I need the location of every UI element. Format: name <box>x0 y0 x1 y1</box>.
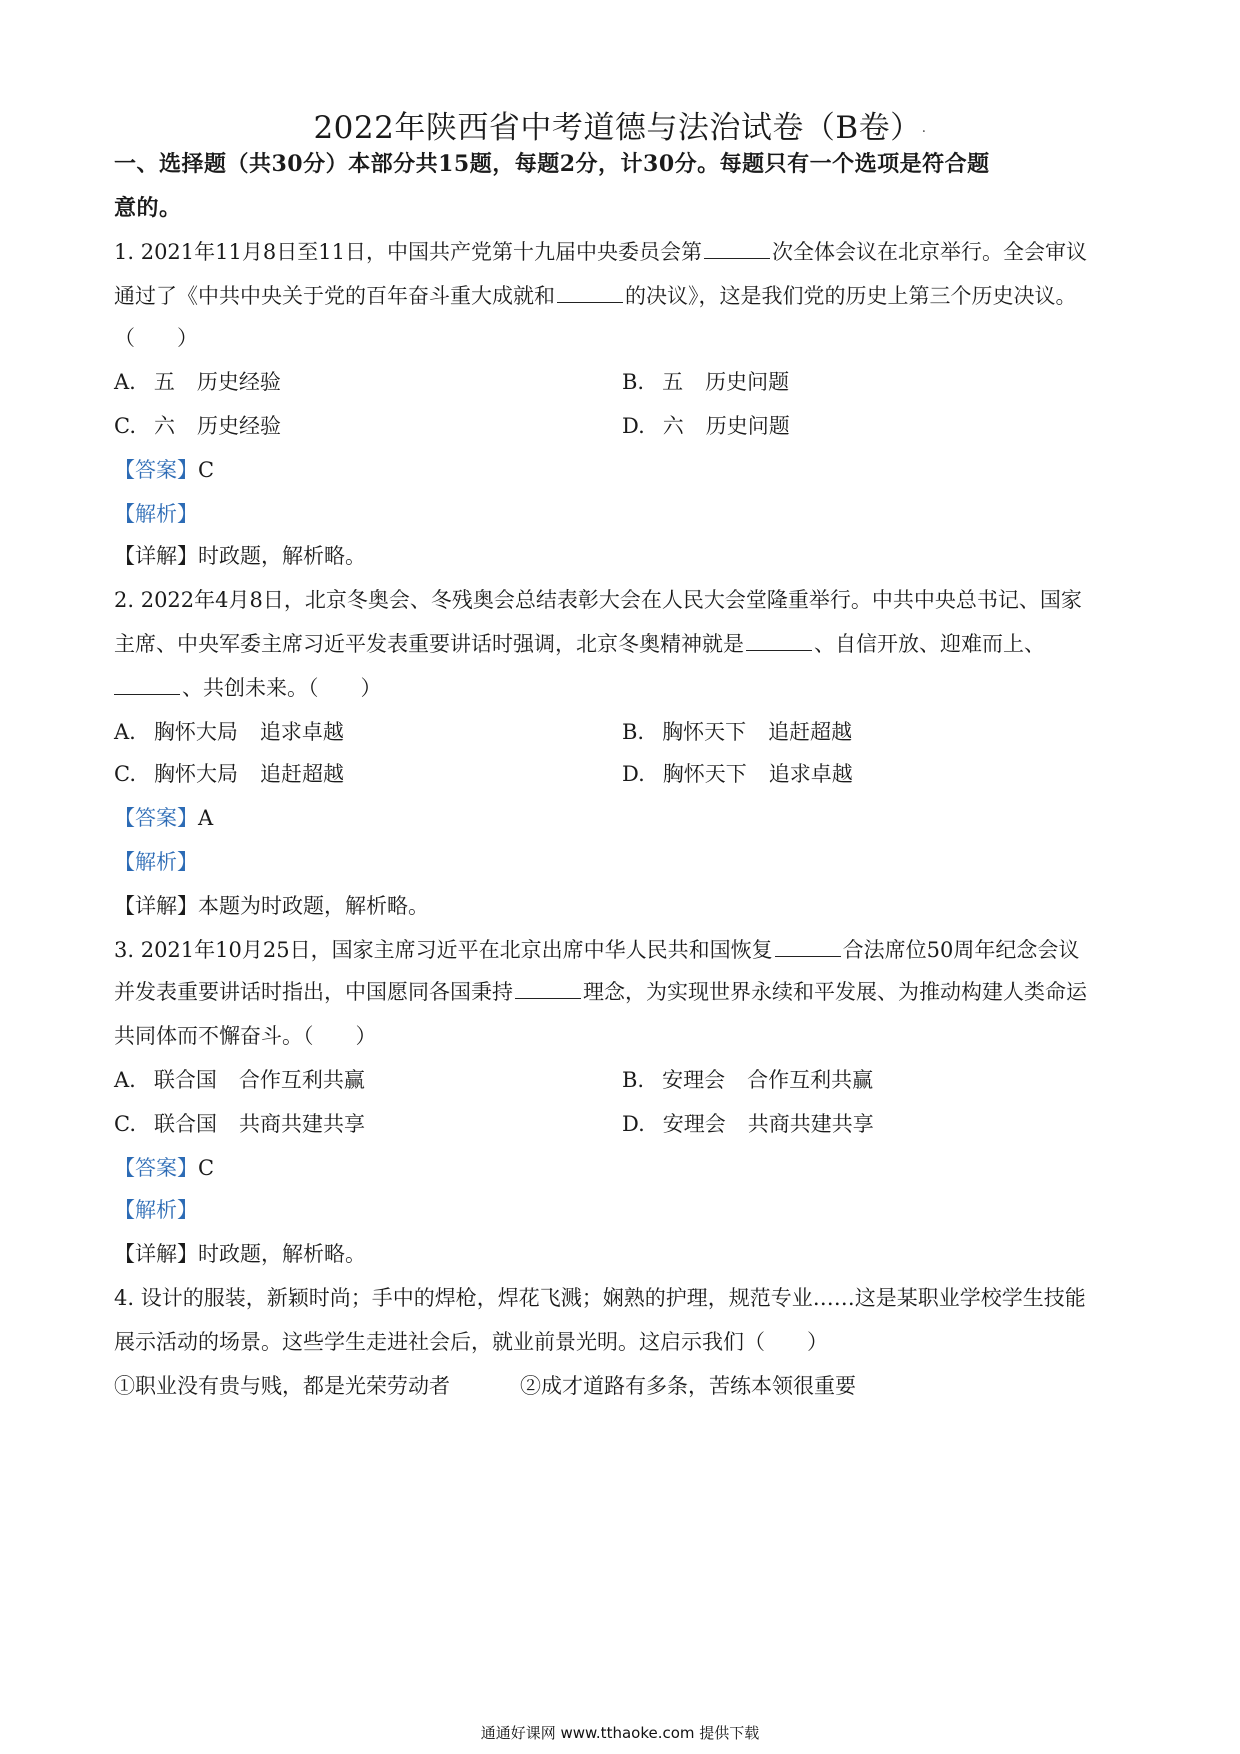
q2-option-b <box>622 716 852 748</box>
q2-option-c <box>114 758 344 790</box>
q2-detail <box>114 890 429 922</box>
q3-option-a <box>114 1064 365 1096</box>
q2-text-a: 主席、中央军委主席习近平发表重要讲话时强调，北京冬奥精神就是 <box>114 632 744 656</box>
q3-option-b <box>622 1064 873 1096</box>
footer-source: 通通好课网 www.tthaoke.com 提供下载 <box>480 1724 760 1742</box>
q2-option-d <box>622 758 853 790</box>
analysis-tag: 【解析】 <box>114 1198 198 1222</box>
q3-answer <box>114 1152 214 1184</box>
option-part2: 追赶超越 <box>260 762 344 786</box>
option-part1: 五 <box>662 370 684 394</box>
page-title <box>0 104 1240 152</box>
q3-line2 <box>114 976 1087 1008</box>
q3-option-c <box>114 1108 365 1140</box>
option-part1: 五 <box>153 370 175 394</box>
detail-text: 时政题，解析略。 <box>198 544 366 568</box>
q3-detail <box>114 1238 366 1270</box>
option-letter: A. <box>114 720 136 744</box>
q1-line1 <box>114 236 1087 268</box>
option-part1: 胸怀大局 <box>154 762 238 786</box>
q4-statement-1: ①职业没有贵与贱，都是光荣劳动者 <box>114 1374 450 1398</box>
analysis-tag: 【解析】 <box>114 850 198 874</box>
option-part1: 联合国 <box>154 1112 217 1136</box>
option-part2: 历史经验 <box>196 370 281 394</box>
option-part2: 历史问题 <box>705 414 790 438</box>
answer-value: C <box>198 458 215 482</box>
q3-text-c: 并发表重要讲话时指出，中国愿同各国秉持 <box>114 980 513 1004</box>
answer-tag: 【答案】 <box>114 458 198 482</box>
option-letter: D. <box>622 762 645 786</box>
q3-text-a: 3. 2021年10月25日，国家主席习近平在北京出席中华人民共和国恢复 <box>114 938 773 962</box>
q3-analysis <box>114 1194 198 1226</box>
section-heading-line1: 一、选择题（共30分）本部分共15题，每题2分，计30分。每题只有一个选项是符合题 <box>114 151 990 177</box>
q1-line2 <box>114 280 1077 312</box>
option-part2: 合作互利共赢 <box>238 1068 365 1092</box>
q1-blank-2 <box>557 280 623 303</box>
q4-line2: 展示活动的场景。这些学生走进社会后，就业前景光明。这启示我们（ ） <box>114 1330 828 1354</box>
q1-text-a: 1. 2021年11月8日至11日，中国共产党第十九届中央委员会第 <box>114 240 702 264</box>
q2-analysis <box>114 846 198 878</box>
q3-text-d: 理念，为实现世界永续和平发展、为推动构建人类命运 <box>583 980 1087 1004</box>
q4-line1: 4. 设计的服装，新颖时尚；手中的焊枪，焊花飞溅；娴熟的护理，规范专业……这是某职业学校学生技能 <box>114 1286 1086 1310</box>
q2-blank-2 <box>114 672 180 695</box>
option-letter: C. <box>114 414 136 438</box>
title-text: 2022年陕西省中考道德与法治试卷（B卷） <box>313 110 922 146</box>
option-part1: 胸怀天下 <box>662 762 747 786</box>
q3-line3: 共同体而不懈奋斗。（ ） <box>114 1024 377 1048</box>
q1-option-b <box>622 366 789 398</box>
q1-blank-1 <box>704 236 770 259</box>
q1-text-d: 的决议》，这是我们党的历史上第三个历史决议。 <box>625 284 1077 308</box>
q2-line2 <box>114 628 1045 660</box>
q1-bracket: （ ） <box>114 326 198 350</box>
q1-option-a <box>114 366 281 398</box>
q1-option-d <box>622 410 790 442</box>
detail-tag: 【详解】 <box>114 894 198 918</box>
option-part2: 追求卓越 <box>259 720 344 744</box>
option-letter: A. <box>114 1068 136 1092</box>
analysis-tag: 【解析】 <box>114 502 198 526</box>
option-letter: B. <box>622 1068 645 1092</box>
q2-text-c: 、共创未来。（ ） <box>182 676 382 700</box>
title-mark: . <box>921 120 927 136</box>
option-part1: 六 <box>154 414 175 438</box>
answer-value: A <box>198 806 214 830</box>
option-part2: 历史经验 <box>197 414 281 438</box>
q2-option-a <box>114 716 344 748</box>
q2-blank-1 <box>746 628 812 651</box>
detail-tag: 【详解】 <box>114 1242 198 1266</box>
q4-statement-2: ②成才道路有多条，苦练本领很重要 <box>520 1374 856 1398</box>
option-letter: D. <box>622 414 645 438</box>
option-part2: 追赶超越 <box>768 720 853 744</box>
option-letter: C. <box>114 762 136 786</box>
answer-tag: 【答案】 <box>114 1156 198 1180</box>
option-part1: 胸怀大局 <box>153 720 238 744</box>
option-part1: 六 <box>662 414 684 438</box>
option-part1: 胸怀天下 <box>662 720 747 744</box>
option-letter: D. <box>622 1112 645 1136</box>
q1-detail <box>114 540 366 572</box>
q2-text-b: 、自信开放、迎难而上、 <box>814 632 1045 656</box>
q2-line1: 2. 2022年4月8日，北京冬奥会、冬残奥会总结表彰大会在人民大会堂隆重举行。中共中央总书记、国家 <box>114 588 1082 612</box>
answer-value: C <box>198 1156 215 1180</box>
option-letter: B. <box>622 720 645 744</box>
option-part1: 安理会 <box>662 1112 726 1136</box>
q1-answer <box>114 454 214 486</box>
option-part1: 联合国 <box>153 1068 217 1092</box>
option-letter: A. <box>114 370 136 394</box>
q3-blank-1 <box>775 934 841 957</box>
option-letter: B. <box>622 370 645 394</box>
section-heading-line2: 意的。 <box>114 195 182 221</box>
detail-text: 本题为时政题，解析略。 <box>198 894 429 918</box>
q2-line3 <box>114 672 382 704</box>
detail-tag: 【详解】 <box>114 544 198 568</box>
option-part2: 共商共建共享 <box>239 1112 365 1136</box>
q2-answer <box>114 802 213 834</box>
option-part1: 安理会 <box>662 1068 726 1092</box>
q3-line1 <box>114 934 1079 966</box>
q3-option-d <box>622 1108 874 1140</box>
option-part2: 共商共建共享 <box>747 1112 874 1136</box>
option-letter: C. <box>114 1112 136 1136</box>
detail-text: 时政题，解析略。 <box>198 1242 366 1266</box>
q3-text-b: 合法席位50周年纪念会议 <box>842 938 1080 962</box>
option-part2: 追求卓越 <box>768 762 853 786</box>
answer-tag: 【答案】 <box>114 806 198 830</box>
option-part2: 合作互利共赢 <box>747 1068 874 1092</box>
option-part2: 历史问题 <box>705 370 790 394</box>
q1-text-c: 通过了《中共中央关于党的百年奋斗重大成就和 <box>114 284 555 308</box>
q1-text-b: 次全体会议在北京举行。全会审议 <box>771 240 1087 264</box>
q1-option-c <box>114 410 281 442</box>
q1-analysis <box>114 498 198 530</box>
q3-blank-2 <box>515 976 581 999</box>
